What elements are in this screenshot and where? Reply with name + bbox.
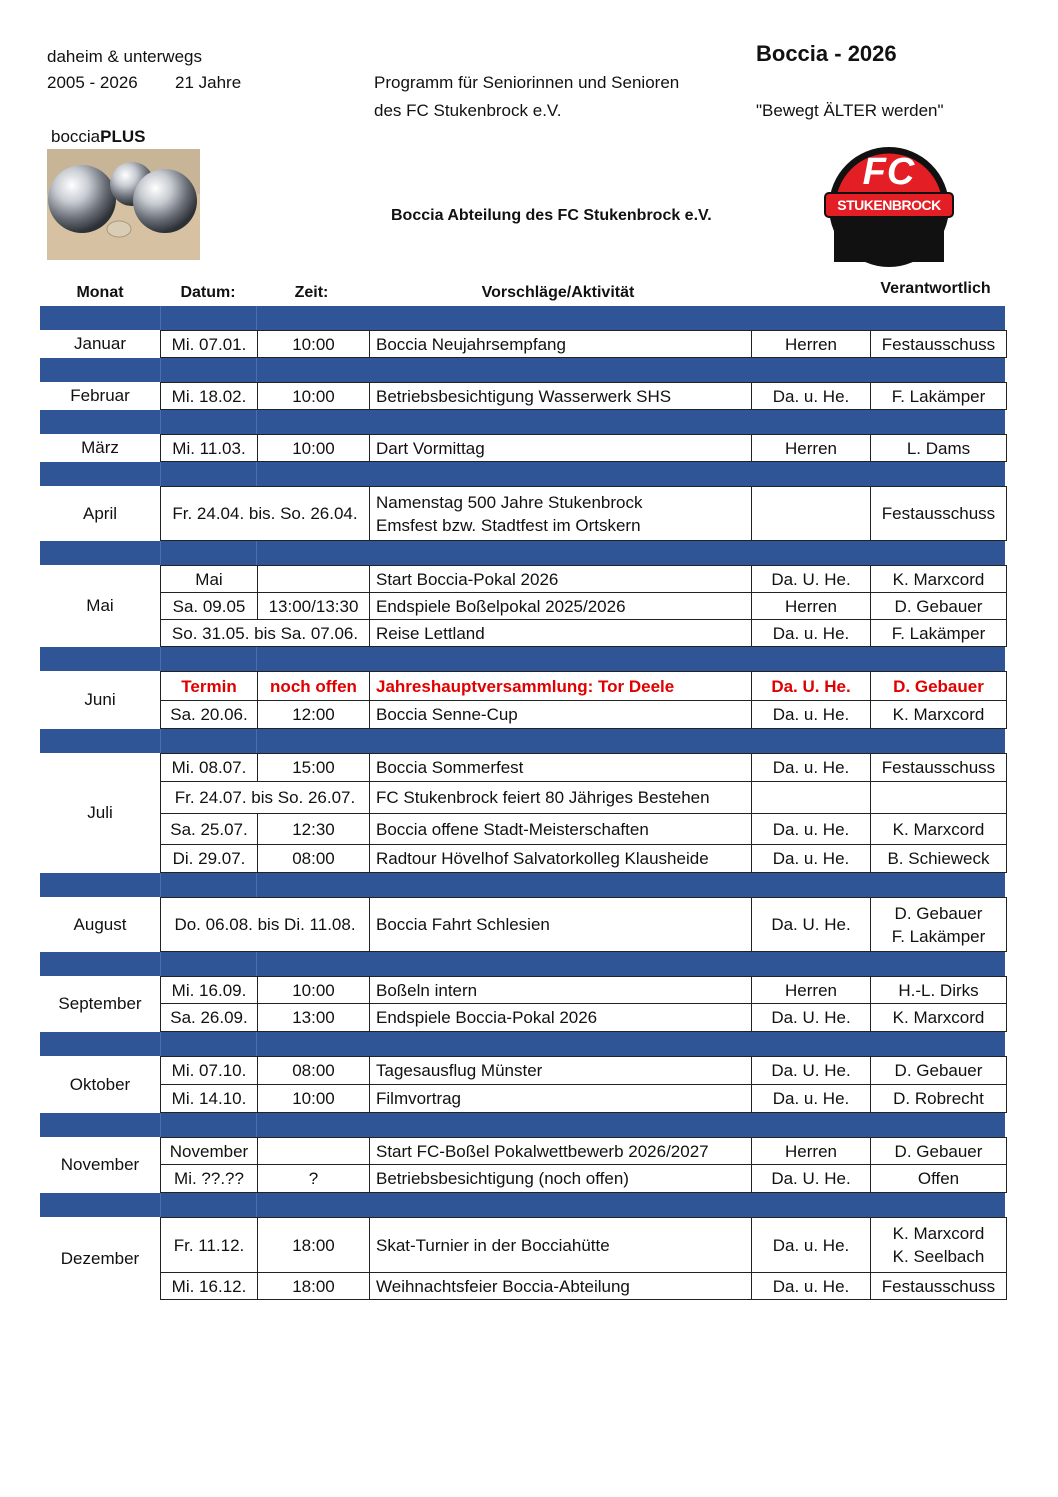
cell-gruppe: Da. U. He. (752, 898, 871, 951)
verantwortlich-line-1: K. Marxcord (892, 1224, 985, 1243)
cell-zeit: 18:00 (258, 1273, 370, 1299)
col-zeit: Zeit: (294, 284, 329, 301)
cell-verantwortlich: D. Robrecht (893, 1089, 984, 1108)
table-row (161, 1217, 1006, 1273)
month-label: September (58, 994, 142, 1013)
month-separator (40, 1032, 1005, 1056)
cell-aktivitaet: Reise Lettland (370, 620, 752, 646)
cell-verantwortlich: B. Schieweck (887, 849, 990, 868)
cell-aktivitaet: Boccia offene Stadt-Meisterschaften (370, 814, 752, 844)
month-label: Januar (74, 334, 126, 353)
motto: "Bewegt ÄLTER werden" (756, 101, 944, 120)
cell-zeit: ? (258, 1165, 370, 1192)
col-monat: Monat (76, 284, 124, 301)
month-label: Februar (70, 386, 130, 405)
cell-gruppe: Da. u. He. (752, 1085, 871, 1112)
cell-aktivitaet: Betriebsbesichtigung Wasserwerk SHS (370, 383, 752, 409)
cell-aktivitaet: Jahreshauptversammlung: Tor Deele (370, 672, 752, 700)
cell-verantwortlich: K. Marxcord (892, 705, 985, 724)
cell-verantwortlich: D. Gebauer (893, 676, 984, 696)
page-title: Boccia - 2026 (756, 41, 897, 66)
month-separator (40, 729, 1005, 753)
month-separator (40, 358, 1005, 382)
brand-label (51, 127, 145, 147)
month-separator (40, 462, 1005, 486)
cell-datum-zeit: So. 31.05. bis Sa. 07.06. (161, 620, 370, 646)
cell-zeit: 12:00 (258, 701, 370, 728)
program-line-1: Programm für Seniorinnen und Senioren (374, 73, 680, 92)
verantwortlich-line-2: K. Seelbach (892, 1247, 985, 1266)
cell-gruppe: Herren (752, 1138, 871, 1164)
cell-aktivitaet (370, 487, 752, 540)
table-row (161, 1004, 1006, 1032)
cell-zeit: 08:00 (258, 1057, 370, 1084)
table-row (161, 486, 1006, 541)
cell-verantwortlich: Offen (917, 1169, 960, 1188)
cell-datum: Mi. 07.01. (161, 331, 258, 357)
cell-gruppe: Herren (752, 593, 871, 619)
cell-datum: Sa. 09.05 (161, 593, 258, 619)
cell-gruppe: Da. U. He. (752, 1165, 871, 1192)
cell-verantwortlich: K. Marxcord (892, 1008, 985, 1027)
cell-datum: Sa. 25.07. (161, 814, 258, 844)
years-range: 2005 - 2026 (47, 73, 138, 92)
cell-datum: Fr. 11.12. (161, 1218, 258, 1272)
col-verantwortlich: Verantwortlich (880, 280, 991, 297)
boccia-balls-illustration (47, 149, 200, 260)
table-row (161, 434, 1006, 462)
cell-verantwortlich: D. Gebauer (894, 1061, 983, 1080)
cell-datum: November (161, 1138, 258, 1164)
cell-gruppe: Da. u. He. (752, 814, 871, 844)
brand-bold: PLUS (100, 127, 146, 146)
month-separator (40, 410, 1005, 434)
cell-gruppe: Herren (752, 977, 871, 1003)
month-label: Dezember (60, 1248, 140, 1268)
cell-gruppe: Herren (752, 435, 871, 461)
cell-zeit: noch offen (258, 672, 370, 700)
logo-city-text: STUKENBROCK (837, 197, 941, 213)
table-row (161, 382, 1006, 410)
cell-aktivitaet: Endspiele Boccia-Pokal 2026 (370, 1004, 752, 1031)
cell-gruppe: Da. u. He. (752, 754, 871, 781)
cell-datum: Sa. 20.06. (161, 701, 258, 728)
month-separator (40, 1113, 1005, 1137)
cell-gruppe: Da. u. He. (752, 1273, 871, 1299)
month-block-august (40, 897, 1005, 952)
cell-zeit: 10:00 (258, 383, 370, 409)
cell-datum: Mi. 16.12. (161, 1273, 258, 1299)
cell-gruppe: Da. U. He. (752, 1057, 871, 1084)
cell-verantwortlich: F. Lakämper (891, 623, 986, 643)
cell-zeit (258, 1138, 370, 1164)
cell-aktivitaet: Boßeln intern (370, 977, 752, 1003)
cell-gruppe: Da. U. He. (752, 566, 871, 592)
cell-gruppe: Herren (752, 331, 871, 357)
cell-datum: Mi. 18.02. (161, 383, 258, 409)
fc-stukenbrock-logo (823, 145, 955, 269)
cell-gruppe: Da. U. He. (752, 1004, 871, 1031)
cell-zeit: 13:00 (258, 1004, 370, 1031)
cell-gruppe: Da. U. He. (752, 672, 871, 700)
cell-zeit: 10:00 (258, 435, 370, 461)
cell-verantwortlich: D. Gebauer (894, 1141, 983, 1161)
cell-zeit: 10:00 (258, 1085, 370, 1112)
table-row (161, 593, 1006, 620)
cell-datum-zeit: Do. 06.08. bis Di. 11.08. (161, 898, 370, 951)
verantwortlich-line-1: D. Gebauer (894, 903, 983, 923)
cell-verantwortlich (871, 1218, 1006, 1272)
table-row (161, 620, 1006, 647)
cell-zeit (258, 566, 370, 592)
cell-aktivitaet: Weihnachtsfeier Boccia-Abteilung (370, 1273, 752, 1299)
month-block-januar (40, 330, 1005, 358)
cell-gruppe: Da. u. He. (752, 845, 871, 872)
table-row (161, 1085, 1006, 1113)
month-separator (40, 306, 1005, 330)
table-row (161, 1273, 1006, 1300)
cell-aktivitaet: Endspiele Boßelpokal 2025/2026 (370, 593, 752, 619)
table-row (161, 1137, 1006, 1165)
month-block-oktober (40, 1056, 1005, 1113)
cell-zeit: 13:00/13:30 (258, 593, 370, 619)
table-row-highlight (161, 671, 1006, 701)
cell-datum: Mi. 11.03. (161, 435, 258, 461)
cell-datum: Mi. 14.10. (161, 1085, 258, 1112)
cell-zeit: 10:00 (258, 331, 370, 357)
month-separator (40, 647, 1005, 671)
month-block-juli (40, 753, 1005, 873)
table-row (161, 814, 1006, 845)
cell-datum: Mi. 16.09. (161, 977, 258, 1003)
cell-datum: Di. 29.07. (161, 845, 258, 872)
aktivitaet-line-2: Emsfest bzw. Stadtfest im Ortskern (376, 515, 641, 535)
cell-verantwortlich (871, 898, 1006, 951)
table-row (161, 897, 1006, 952)
month-block-juni (40, 671, 1005, 729)
cell-aktivitaet: Boccia Fahrt Schlesien (370, 898, 752, 951)
cell-datum: Mi. 08.07. (161, 754, 258, 781)
table-row (161, 782, 1006, 814)
month-block-maerz (40, 434, 1005, 462)
cell-gruppe: Da. u. He. (752, 383, 871, 409)
month-block-september (40, 976, 1005, 1032)
month-label: Oktober (69, 1074, 131, 1094)
boccia-balls-photo (47, 149, 200, 260)
cell-gruppe: Da. u. He. (752, 1218, 871, 1272)
table-header (40, 280, 1005, 306)
month-label: Juni (84, 690, 116, 709)
month-label: August (73, 914, 127, 934)
month-block-november (40, 1137, 1005, 1193)
cell-aktivitaet: Boccia Sommerfest (370, 754, 752, 781)
cell-aktivitaet: Filmvortrag (370, 1085, 752, 1112)
table-row (161, 1165, 1006, 1193)
cell-datum: Sa. 26.09. (161, 1004, 258, 1031)
cell-verantwortlich: L. Dams (906, 438, 971, 458)
table-row (161, 845, 1006, 873)
cell-datum: Termin (161, 672, 258, 700)
cell-gruppe (752, 782, 871, 813)
cell-aktivitaet: Betriebsbesichtigung (noch offen) (370, 1165, 752, 1192)
month-block-mai (40, 565, 1005, 647)
table-row (161, 330, 1006, 358)
years-count: 21 Jahre (175, 73, 242, 92)
cell-verantwortlich: H.-L. Dirks (898, 980, 979, 1000)
month-separator (40, 873, 1005, 897)
cell-verantwortlich: Festausschuss (881, 1276, 996, 1296)
cell-zeit: 18:00 (258, 1218, 370, 1272)
aktivitaet-line-1: Namenstag 500 Jahre Stukenbrock (376, 492, 643, 512)
cell-gruppe: Da. u. He. (752, 701, 871, 728)
cell-datum: Mai (161, 566, 258, 592)
cell-zeit: 12:30 (258, 814, 370, 844)
subtitle: Boccia Abteilung des FC Stukenbrock e.V. (391, 207, 712, 224)
month-separator (40, 1193, 1005, 1217)
cell-zeit: 15:00 (258, 754, 370, 781)
tagline: daheim & unterwegs (47, 47, 202, 66)
cell-gruppe (752, 487, 871, 540)
cell-aktivitaet: Boccia Neujahrsempfang (370, 331, 752, 357)
month-block-februar (40, 382, 1005, 410)
table-row (161, 753, 1006, 782)
logo-fc-text: FC (862, 151, 916, 193)
cell-datum: Mi. 07.10. (161, 1057, 258, 1084)
table-row (161, 701, 1006, 729)
cell-verantwortlich: Festausschuss (881, 758, 996, 777)
cell-aktivitaet: Radtour Hövelhof Salvatorkolleg Klausheide (370, 845, 752, 872)
month-label: April (82, 503, 117, 523)
table-row (161, 1056, 1006, 1085)
col-datum: Datum: (180, 284, 236, 301)
table-row (161, 976, 1006, 1004)
cell-zeit: 10:00 (258, 977, 370, 1003)
cell-gruppe: Da. u. He. (752, 620, 871, 646)
schedule-table (40, 306, 1005, 1300)
cell-datum-zeit: Fr. 24.04. bis. So. 26.04. (161, 487, 370, 540)
cell-verantwortlich: K. Marxcord (892, 569, 985, 589)
cell-datum-zeit: Fr. 24.07. bis So. 26.07. (161, 782, 370, 813)
col-aktivitaet: Vorschläge/Aktivität (481, 284, 635, 301)
month-label: November (60, 1155, 140, 1174)
cell-verantwortlich: Festausschuss (881, 504, 996, 523)
month-block-dezember (40, 1217, 1005, 1300)
month-label: Mai (86, 596, 114, 615)
cell-aktivitaet: Start FC-Boßel Pokalwettbewerb 2026/2027 (370, 1138, 752, 1164)
month-label: Juli (87, 803, 113, 822)
cell-verantwortlich: D. Gebauer (894, 596, 983, 616)
cell-datum: Mi. ??.?? (161, 1165, 258, 1192)
cell-aktivitaet: Start Boccia-Pokal 2026 (370, 566, 752, 592)
cell-verantwortlich: F. Lakämper (891, 386, 986, 406)
cell-zeit: 08:00 (258, 845, 370, 872)
cell-aktivitaet: Dart Vormittag (370, 435, 752, 461)
program-line-2: des FC Stukenbrock e.V. (374, 101, 562, 120)
brand-normal: boccia (51, 127, 101, 146)
cell-aktivitaet: Skat-Turnier in der Bocciahütte (370, 1218, 752, 1272)
cell-aktivitaet: Boccia Senne-Cup (370, 701, 752, 728)
cell-verantwortlich: K. Marxcord (892, 819, 985, 839)
month-block-april (40, 486, 1005, 541)
table-row (161, 565, 1006, 593)
month-separator (40, 541, 1005, 565)
cell-verantwortlich: Festausschuss (881, 334, 996, 354)
month-label: März (81, 438, 119, 457)
verantwortlich-line-2: F. Lakämper (891, 926, 986, 946)
cell-aktivitaet: FC Stukenbrock feiert 80 Jähriges Bestehen (370, 782, 752, 813)
cell-aktivitaet: Tagesausflug Münster (370, 1057, 752, 1084)
cell-verantwortlich (871, 782, 1006, 813)
month-separator (40, 952, 1005, 976)
